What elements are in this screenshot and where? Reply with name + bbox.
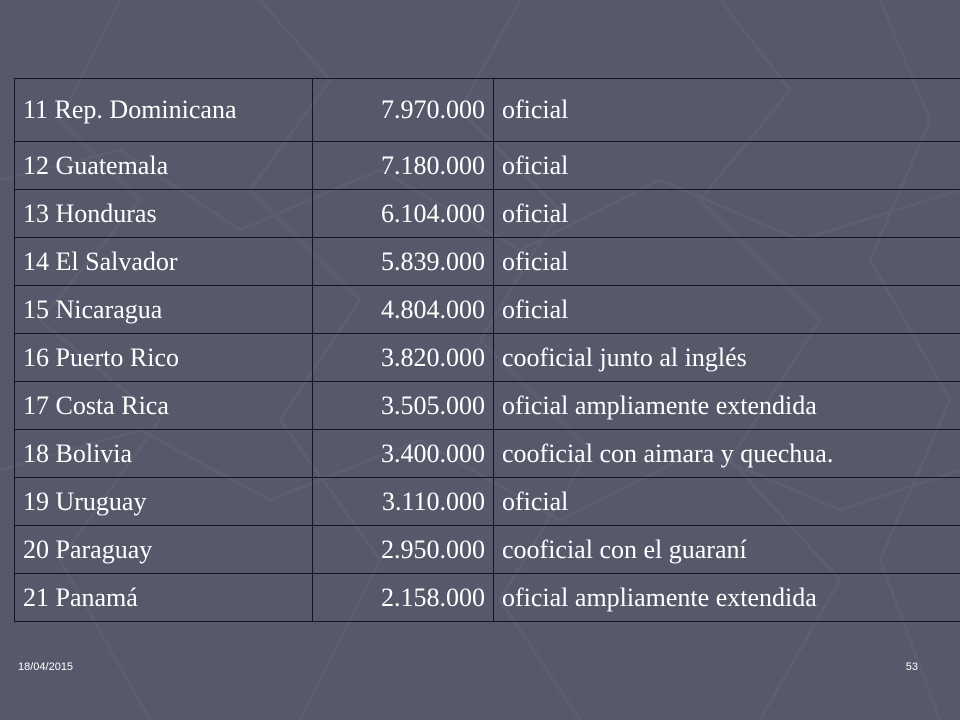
table-row (15, 334, 960, 382)
population-cell: 3.820.000 (313, 334, 494, 382)
country-cell: 18 Bolivia (15, 430, 313, 478)
status-cell: cooficial con el guaraní (494, 526, 960, 574)
country-cell: 17 Costa Rica (15, 382, 313, 430)
country-cell: 11 Rep. Dominicana (15, 79, 313, 142)
population-cell: 2.158.000 (313, 574, 494, 622)
country-cell: 14 El Salvador (15, 238, 313, 286)
footer-date: 18/04/2015 (18, 661, 74, 673)
country-cell: 13 Honduras (15, 190, 313, 238)
language-status-table (14, 78, 960, 622)
status-cell: oficial (494, 286, 960, 334)
country-cell: 16 Puerto Rico (15, 334, 313, 382)
status-cell: cooficial con aimara y quechua. (494, 430, 960, 478)
table-row (15, 382, 960, 430)
table-row (15, 526, 960, 574)
country-cell: 12 Guatemala (15, 142, 313, 190)
status-cell: oficial (494, 142, 960, 190)
status-cell: oficial (494, 238, 960, 286)
table-row (15, 142, 960, 190)
table-row (15, 79, 960, 142)
status-cell: oficial ampliamente extendida (494, 382, 960, 430)
country-cell: 19 Uruguay (15, 478, 313, 526)
country-cell: 21 Panamá (15, 574, 313, 622)
table-row (15, 190, 960, 238)
table-row (15, 574, 960, 622)
page-number: 53 (905, 661, 918, 673)
status-cell: cooficial junto al inglés (494, 334, 960, 382)
status-cell: oficial ampliamente extendida (494, 574, 960, 622)
population-cell: 2.950.000 (313, 526, 494, 574)
population-cell: 7.180.000 (313, 142, 494, 190)
population-cell: 4.804.000 (313, 286, 494, 334)
country-cell: 15 Nicaragua (15, 286, 313, 334)
population-cell: 5.839.000 (313, 238, 494, 286)
table-row (15, 286, 960, 334)
population-cell: 6.104.000 (313, 190, 494, 238)
table-row (15, 478, 960, 526)
status-cell: oficial (494, 190, 960, 238)
country-cell: 20 Paraguay (15, 526, 313, 574)
status-cell: oficial (494, 478, 960, 526)
population-cell: 3.505.000 (313, 382, 494, 430)
table-row (15, 430, 960, 478)
status-cell: oficial (494, 79, 960, 142)
population-cell: 3.400.000 (313, 430, 494, 478)
population-cell: 7.970.000 (313, 79, 494, 142)
population-cell: 3.110.000 (313, 478, 494, 526)
table-row (15, 238, 960, 286)
